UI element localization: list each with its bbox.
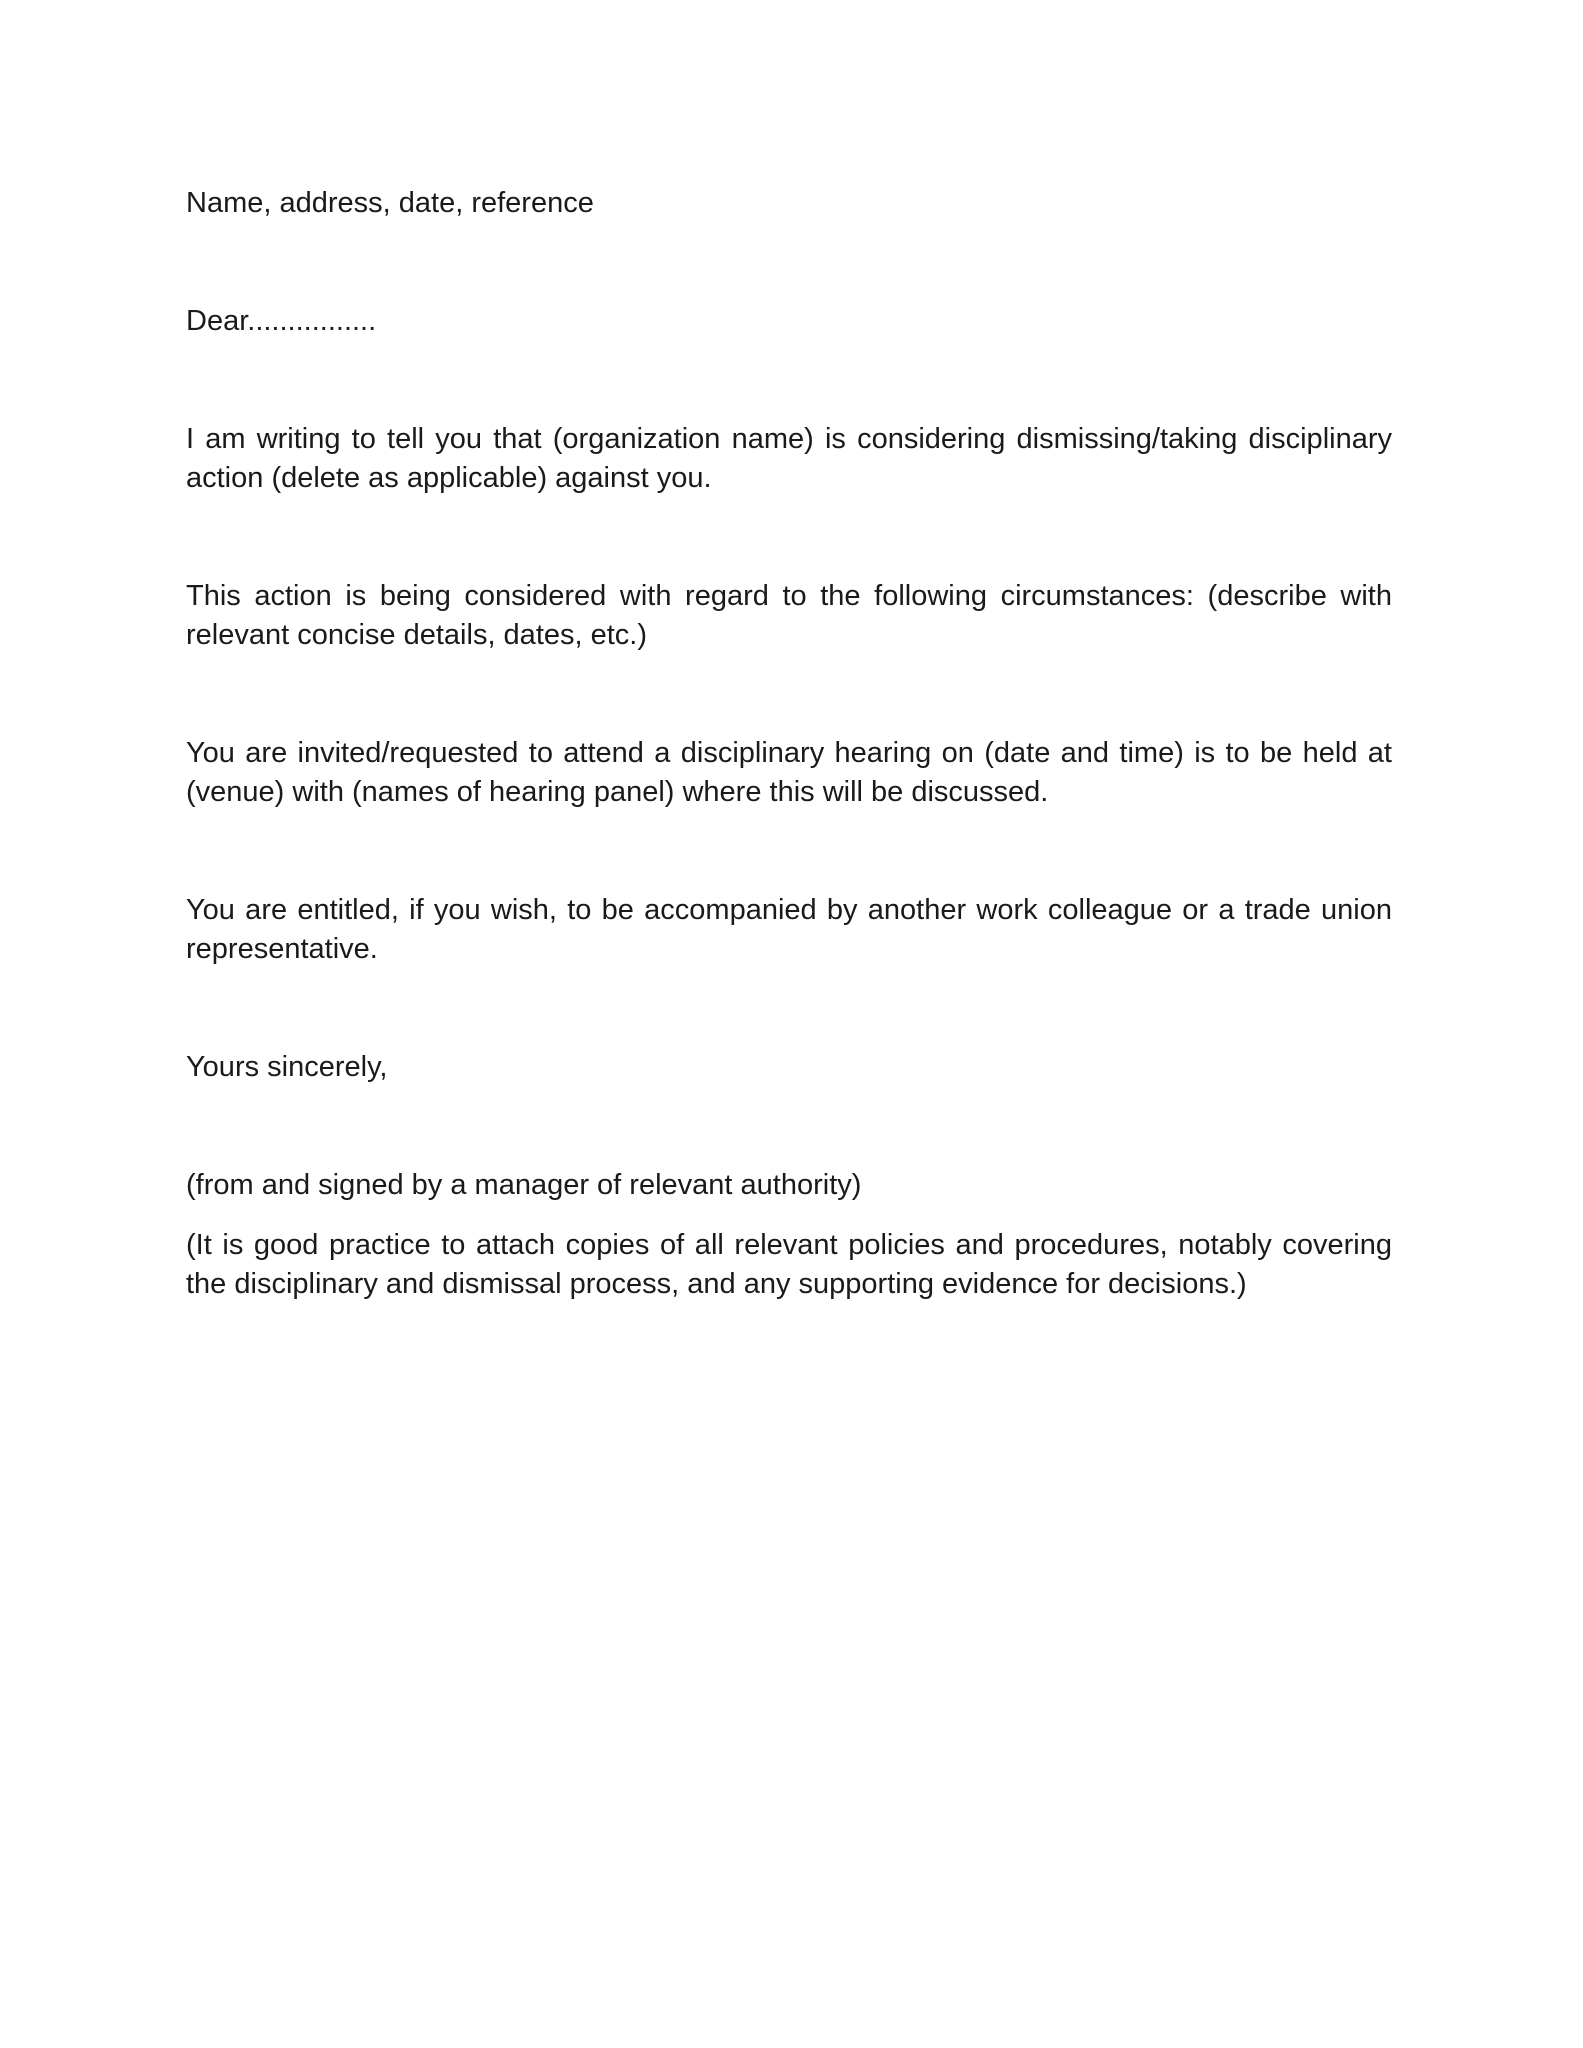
letter-paragraph: You are invited/requested to attend a disciplinary hearing on (date and time) is to be held at (venue) with (names of hearing panel) where this will be discussed.	[186, 737, 1392, 808]
letter-note: (It is good practice to attach copies of all relevant policies and procedures, notably covering the disciplinary and dismissal process, and any supporting evidence for decisions.)	[186, 1229, 1392, 1300]
letter-paragraph: This action is being considered with regard to the following circumstances: (describe with relevant concise details, dates, etc.)	[186, 580, 1392, 651]
letter-salutation: Dear................	[186, 305, 377, 337]
letter-header-line: Name, address, date, reference	[186, 187, 594, 219]
letter-signatory: (from and signed by a manager of relevant authority)	[186, 1169, 862, 1201]
letter-paragraph: I am writing to tell you that (organization name) is considering dismissing/taking disciplinary action (delete as applicable) against you.	[186, 423, 1392, 494]
letter-closing: Yours sincerely,	[186, 1051, 388, 1083]
letter-paragraph: You are entitled, if you wish, to be accompanied by another work colleague or a trade union representative.	[186, 894, 1392, 965]
